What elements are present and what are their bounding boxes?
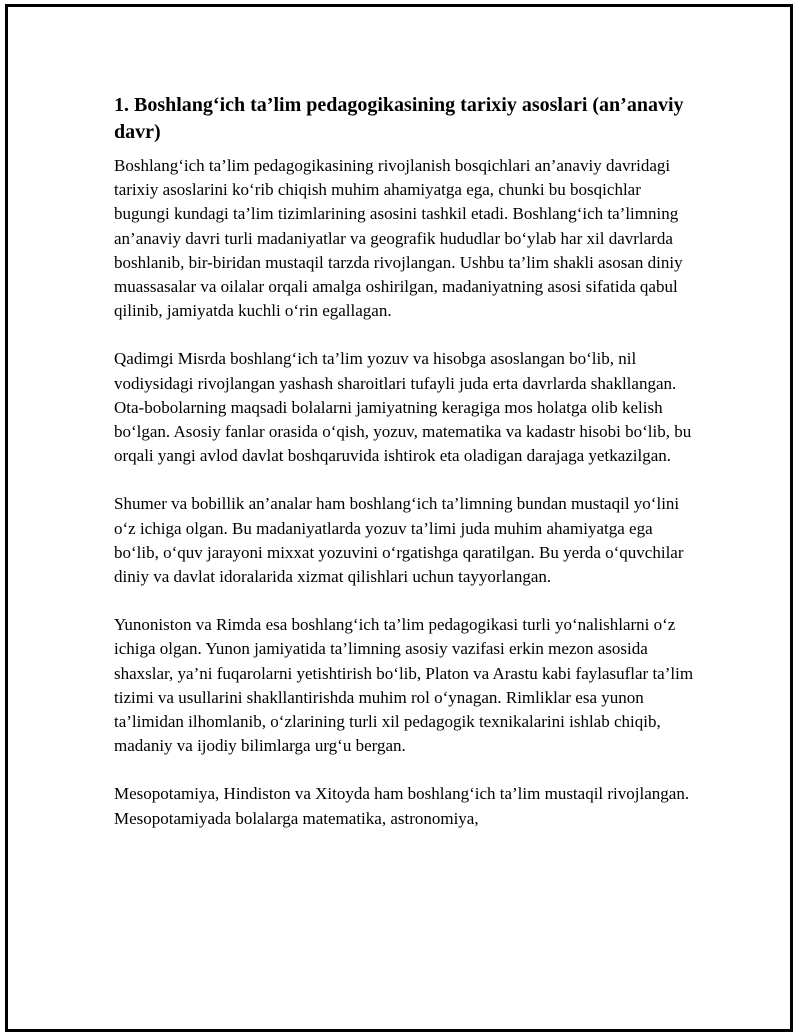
document-body — [114, 92, 694, 855]
paragraph-5: Mesopotamiya, Hindiston va Xitoyda ham boshlang‘ich ta’lim mustaqil rivojlangan. Mesopotamiyada bolalarga matematika, astronomiya, — [114, 784, 690, 828]
section-heading: 1. Boshlang‘ich ta’lim pedagogikasining tarixiy asoslari (an’anaviy davr) — [114, 94, 684, 143]
paragraph-4: Yunoniston va Rimda esa boshlang‘ich ta’lim pedagogikasi turli yo‘nalishlarni o‘z ichiga olgan. Yunon jamiyatida ta’limning asosiy vazifasi erkin mezon asosida shaxslar, ya’ni fuqarolarni yetishtirish bo‘lib, Platon va Arastu kabi faylasuflar ta’lim tizimi va usullarini shakllantirishda muhim rol o‘ynagan. Rimliklar esa yunon ta’limidan ilhomlanib, o‘zlarining turli xil pedagogik texnikalarini ishlab chiqib, madaniy va ijodiy bilimlarga urg‘u bergan. — [114, 615, 694, 756]
paragraph-1: Boshlang‘ich ta’lim pedagogikasining rivojlanish bosqichlari an’anaviy davridagi tarixiy asoslarini ko‘rib chiqish muhim ahamiyatga ega, chunki bu bosqichlar bugungi kundagi ta’lim tizimlarining asosini tashkil etadi. Boshlang‘ich ta’limning an’anaviy davri turli madaniyatlar va geografik hududlar bo‘ylab har xil davrlarda boshlanib, bir-biridan mustaqil tarzda rivojlangan. Ushbu ta’lim shakli asosan diniy muassasalar va oilalar orqali amalga oshirilgan, madaniyatning asosi sifatida qabul qilinib, jamiyatda kuchli o‘rin egallagan. — [114, 156, 683, 321]
paragraph-2: Qadimgi Misrda boshlang‘ich ta’lim yozuv va hisobga asoslangan bo‘lib, nil vodiysidagi rivojlangan yashash sharoitlari tufayli juda erta davrlarda shakllangan. Ota-bobolarning maqsadi bolalarni jamiyatning keragiga mos holatga olib kelish bo‘lgan. Asosiy fanlar orasida o‘qish, yozuv, matematika va kadastr hisobi bo‘lib, bu orqali yangi avlod davlat boshqaruvida ishtirok eta oladigan darajaga yetkazilgan. — [114, 349, 692, 466]
paragraph-3: Shumer va bobillik an’analar ham boshlang‘ich ta’limning bundan mustaqil yo‘lini o‘z ichiga olgan. Bu madaniyatlarda yozuv ta’limi juda muhim ahamiyatga ega bo‘lib, o‘quv jarayoni mixxat yozuvini o‘rgatishga qaratilgan. Bu yerda o‘quvchilar diniy va davlat idoralarida xizmat qilishlari uchun tayyorlangan. — [114, 494, 684, 587]
